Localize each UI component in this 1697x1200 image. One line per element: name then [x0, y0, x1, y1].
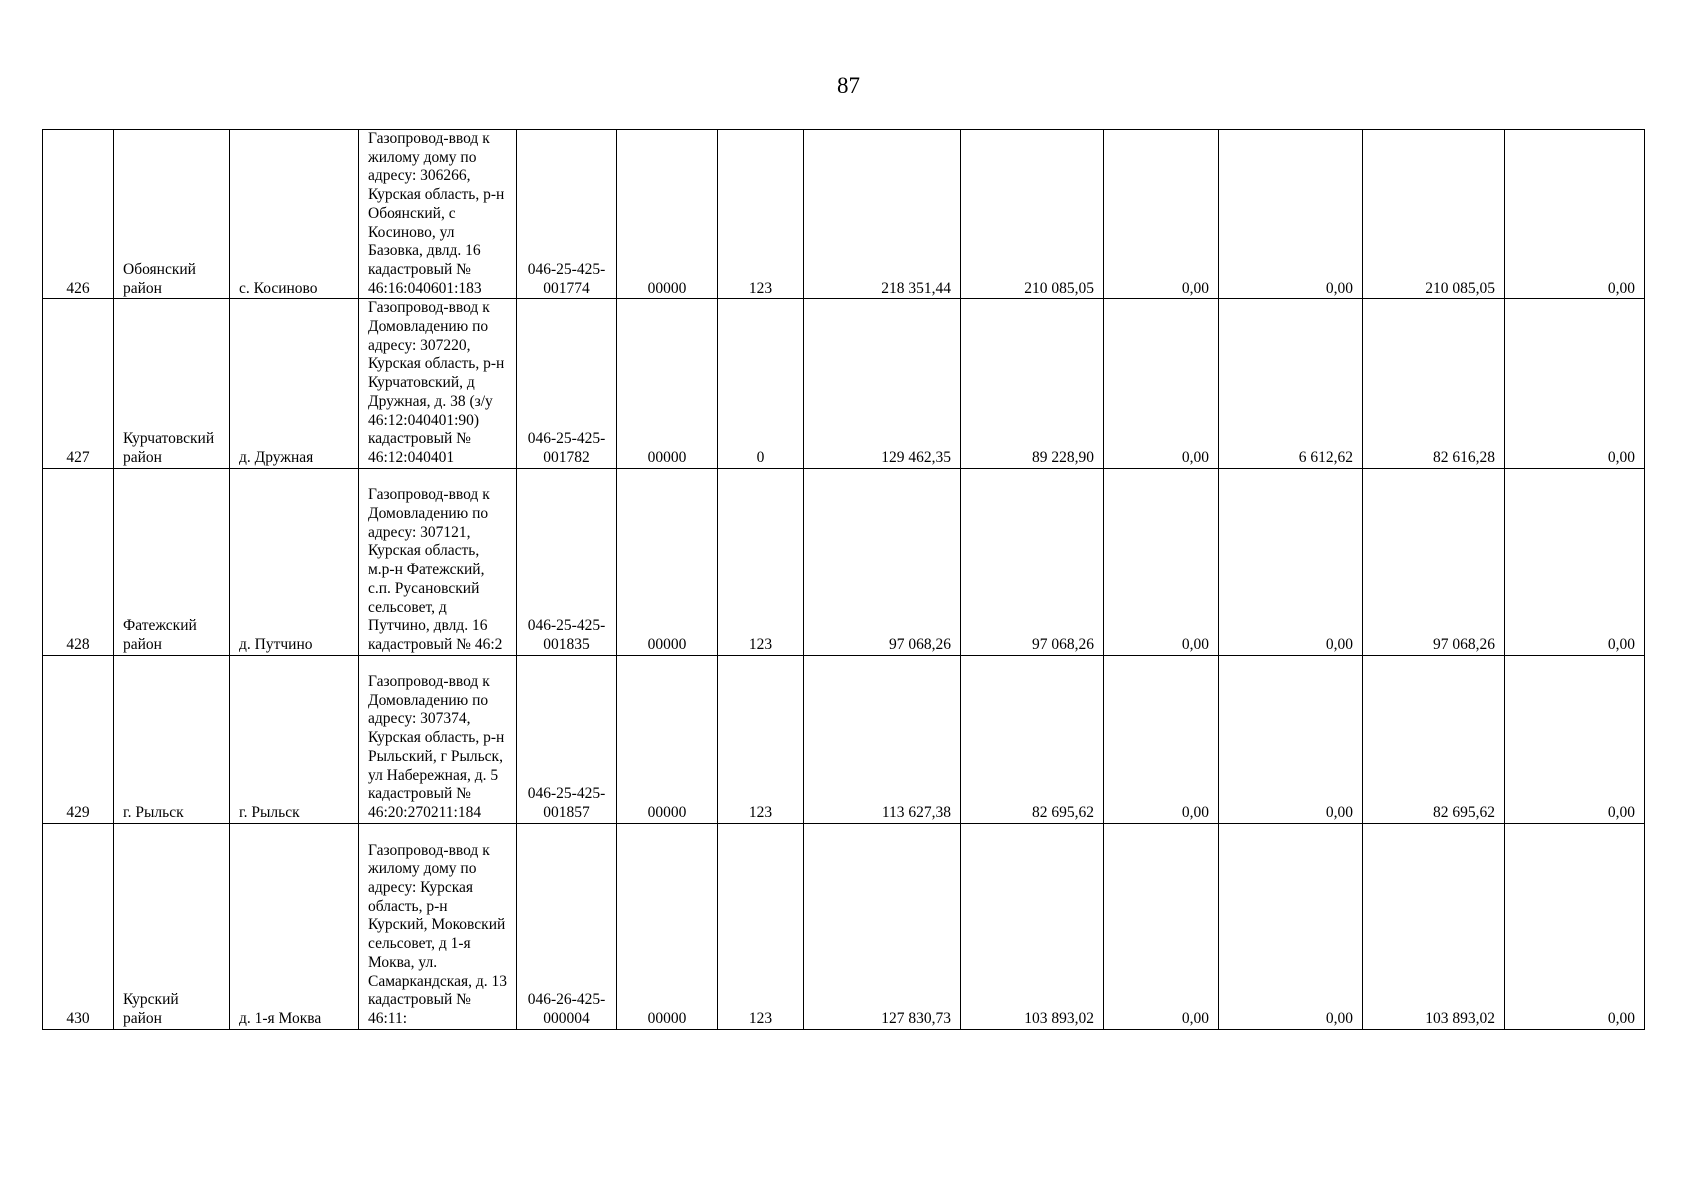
term-cell: 123	[718, 468, 804, 655]
residual-cost-cell: 210 085,05	[961, 130, 1104, 299]
term-cell: 0	[718, 299, 804, 468]
residual-cost-cell: 97 068,26	[961, 468, 1104, 655]
table-row	[43, 299, 1645, 468]
table-row	[43, 130, 1645, 299]
amount-c-cell: 103 893,02	[1363, 823, 1505, 1029]
row-number: 427	[43, 299, 114, 468]
initial-cost-cell: 127 830,73	[804, 823, 961, 1029]
district-cell: Курчатовский район	[114, 299, 230, 468]
district-cell: Фатежский район	[114, 468, 230, 655]
amount-b-cell: 0,00	[1219, 823, 1363, 1029]
inventory-number-cell: 046-25-425-001782	[517, 299, 617, 468]
amount-b-cell: 0,00	[1219, 655, 1363, 823]
initial-cost-cell: 129 462,35	[804, 299, 961, 468]
amount-b-cell: 0,00	[1219, 468, 1363, 655]
inventory-number-cell: 046-25-425-001835	[517, 468, 617, 655]
okof-cell: 00000	[617, 823, 718, 1029]
row-number: 429	[43, 655, 114, 823]
amount-a-cell: 0,00	[1104, 130, 1219, 299]
description-cell: Газопровод-ввод к Домовладению по адресу: 307220, Курская область, р-н Курчатовский, д Дружная, д. 38 (з/у 46:12:040401:90) кадастровый № 46:12:040401	[359, 299, 517, 468]
amount-a-cell: 0,00	[1104, 468, 1219, 655]
description-cell: Газопровод-ввод к жилому дому по адресу: 306266, Курская область, р-н Обоянский, с Косиново, ул Базовка, двлд. 16 кадастровый № 46:16:040601:183	[359, 130, 517, 299]
okof-cell: 00000	[617, 468, 718, 655]
amount-c-cell: 82 616,28	[1363, 299, 1505, 468]
amount-c-cell: 210 085,05	[1363, 130, 1505, 299]
inventory-number-cell: 046-26-425-000004	[517, 823, 617, 1029]
residual-cost-cell: 103 893,02	[961, 823, 1104, 1029]
amount-d-cell: 0,00	[1505, 468, 1645, 655]
amount-d-cell: 0,00	[1505, 299, 1645, 468]
locality-cell: г. Рыльск	[230, 655, 359, 823]
residual-cost-cell: 82 695,62	[961, 655, 1104, 823]
term-cell: 123	[718, 130, 804, 299]
row-number: 430	[43, 823, 114, 1029]
amount-a-cell: 0,00	[1104, 823, 1219, 1029]
district-cell: Обоянский район	[114, 130, 230, 299]
inventory-number-cell: 046-25-425-001774	[517, 130, 617, 299]
district-cell: г. Рыльск	[114, 655, 230, 823]
page-number: 87	[837, 73, 860, 98]
term-cell: 123	[718, 823, 804, 1029]
row-number: 426	[43, 130, 114, 299]
amount-d-cell: 0,00	[1505, 823, 1645, 1029]
initial-cost-cell: 97 068,26	[804, 468, 961, 655]
description-cell: Газопровод-ввод к Домовладению по адресу: 307121, Курская область, м.р-н Фатежский, с.п. Русановский сельсовет, д Путчино, двлд. 16 кадастровый № 46:2	[359, 468, 517, 655]
inventory-number-cell: 046-25-425-001857	[517, 655, 617, 823]
amount-b-cell: 0,00	[1219, 130, 1363, 299]
amount-b-cell: 6 612,62	[1219, 299, 1363, 468]
amount-d-cell: 0,00	[1505, 130, 1645, 299]
locality-cell: д. Дружная	[230, 299, 359, 468]
residual-cost-cell: 89 228,90	[961, 299, 1104, 468]
table-row	[43, 823, 1645, 1029]
amount-c-cell: 97 068,26	[1363, 468, 1505, 655]
amount-c-cell: 82 695,62	[1363, 655, 1505, 823]
okof-cell: 00000	[617, 655, 718, 823]
table-row	[43, 468, 1645, 655]
table-row	[43, 655, 1645, 823]
amount-a-cell: 0,00	[1104, 655, 1219, 823]
initial-cost-cell: 113 627,38	[804, 655, 961, 823]
term-cell: 123	[718, 655, 804, 823]
asset-registry-table	[42, 129, 1645, 1030]
okof-cell: 00000	[617, 299, 718, 468]
locality-cell: с. Косиново	[230, 130, 359, 299]
district-cell: Курский район	[114, 823, 230, 1029]
description-cell: Газопровод-ввод к Домовладению по адресу: 307374, Курская область, р-н Рыльский, г Рыльск, ул Набережная, д. 5 кадастровый № 46:20:270211:184	[359, 655, 517, 823]
description-cell: Газопровод-ввод к жилому дому по адресу: Курская область, р-н Курский, Моковский сельсовет, д 1-я Моква, ул. Самаркандская, д. 13 кадастровый № 46:11:	[359, 823, 517, 1029]
row-number: 428	[43, 468, 114, 655]
initial-cost-cell: 218 351,44	[804, 130, 961, 299]
amount-d-cell: 0,00	[1505, 655, 1645, 823]
locality-cell: д. Путчино	[230, 468, 359, 655]
locality-cell: д. 1-я Моква	[230, 823, 359, 1029]
amount-a-cell: 0,00	[1104, 299, 1219, 468]
okof-cell: 00000	[617, 130, 718, 299]
